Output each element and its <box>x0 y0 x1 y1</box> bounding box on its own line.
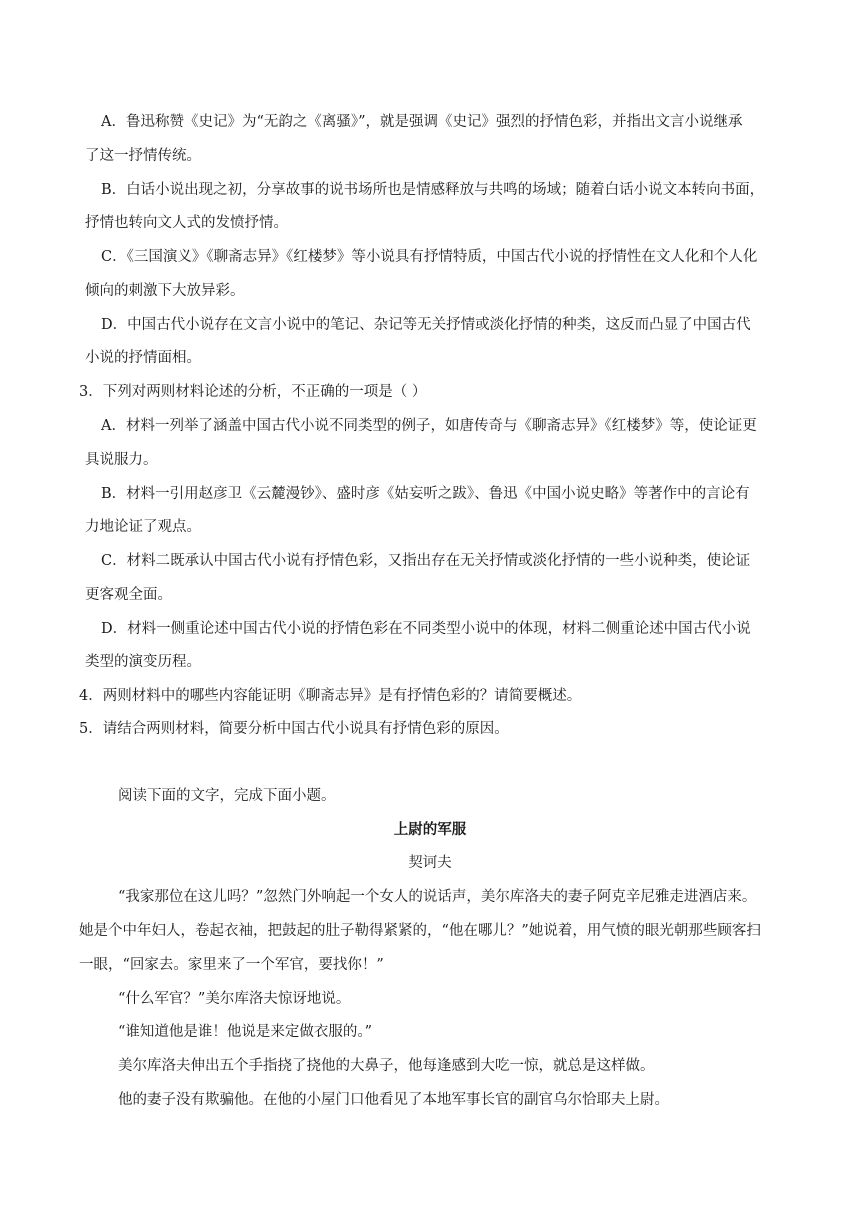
story-author: 契诃夫 <box>408 855 452 871</box>
q2-option-d-line1: D．中国古代小说存在文言小说中的笔记、杂记等无关抒情或淡化抒情的种类，这反而凸显了中国古代 <box>101 317 751 333</box>
q3-option-a-line1: A．材料一列举了涵盖中国古代小说不同类型的例子，如唐传奇与《聊斋志异》《红楼梦》等，使论证更 <box>101 418 757 434</box>
story-title: 上尉的军服 <box>393 821 467 838</box>
q3-option-c-line2: 更客观全面。 <box>85 587 172 603</box>
q2-option-a-line2: 了这一抒情传统。 <box>85 148 201 164</box>
q2-option-c-line2: 倾向的刺激下大放异彩。 <box>85 283 245 299</box>
q2-option-b-line1: B．白话小说出现之初，分享故事的说书场所也是情感释放与共鸣的场域；随着白话小说文本转向书面， <box>101 182 765 198</box>
q2-option-c-line1: C．《三国演义》《聊斋志异》《红楼梦》等小说具有抒情特质，中国古代小说的抒情性在文人化和个人化 <box>101 249 758 265</box>
paragraph-5: 他的妻子没有欺骗他。在他的小屋门口他看见了本地军事长官的副官乌尔恰耶夫上尉。 <box>118 1092 669 1108</box>
q3-option-d-line2: 类型的演变历程。 <box>85 654 201 670</box>
paragraph-3: “谁知道他是谁！他说是来定做衣服的。” <box>118 1024 373 1040</box>
q3-option-c-line1: C．材料二既承认中国古代小说有抒情色彩，又指出存在无关抒情或淡化抒情的一些小说种类，使论证 <box>101 553 751 569</box>
question-3-stem: 3．下列对两则材料论述的分析，不正确的一项是（ ） <box>79 384 427 400</box>
q3-option-d-line1: D．材料一侧重论述中国古代小说的抒情色彩在不同类型小说中的体现，材料二侧重论述中国古代小说 <box>101 621 751 637</box>
question-4: 4．两则材料中的哪些内容能证明《聊斋志异》是有抒情色彩的？请简要概述。 <box>79 688 582 704</box>
reading-instruction: 阅读下面的文字，完成下面小题。 <box>118 788 336 804</box>
q3-option-a-line2: 具说服力。 <box>85 452 158 468</box>
question-5: 5．请结合两则材料，简要分析中国古代小说具有抒情色彩的原因。 <box>79 721 509 737</box>
q2-option-b-line2: 抒情也转向文人式的发愤抒情。 <box>85 215 288 231</box>
paragraph-2: “什么军官？”美尔库洛夫惊讶地说。 <box>118 991 351 1007</box>
paragraph-1-line1: “我家那位在这儿吗？”忽然门外响起一个女人的说话声，美尔库洛夫的妻子阿克辛尼雅走进酒店来。 <box>118 889 757 905</box>
q2-option-a-line1: A．鲁迅称赞《史记》为“无韵之《离骚》”，就是强调《史记》强烈的抒情色彩，并指出文言小说继承 <box>101 114 743 130</box>
q3-option-b-line2: 力地论证了观点。 <box>85 519 201 535</box>
q3-option-b-line1: B．材料一引用赵彦卫《云麓漫钞》、盛时彦《姑妄听之跋》、鲁迅《中国小说史略》等著作中的言论有 <box>101 486 750 502</box>
paragraph-1-line2: 她是个中年妇人，卷起衣袖，把鼓起的肚子勒得紧紧的，“他在哪儿？”她说着，用气愤的眼光朝那些顾客扫 <box>79 923 761 939</box>
paragraph-4: 美尔库洛夫伸出五个手指挠了挠他的大鼻子，他每逢感到大吃一惊，就总是这样做。 <box>118 1058 655 1074</box>
q2-option-d-line2: 小说的抒情面相。 <box>85 350 201 366</box>
paragraph-1-line3: 一眼，“回家去。家里来了一个军官，要找你！” <box>79 957 384 973</box>
